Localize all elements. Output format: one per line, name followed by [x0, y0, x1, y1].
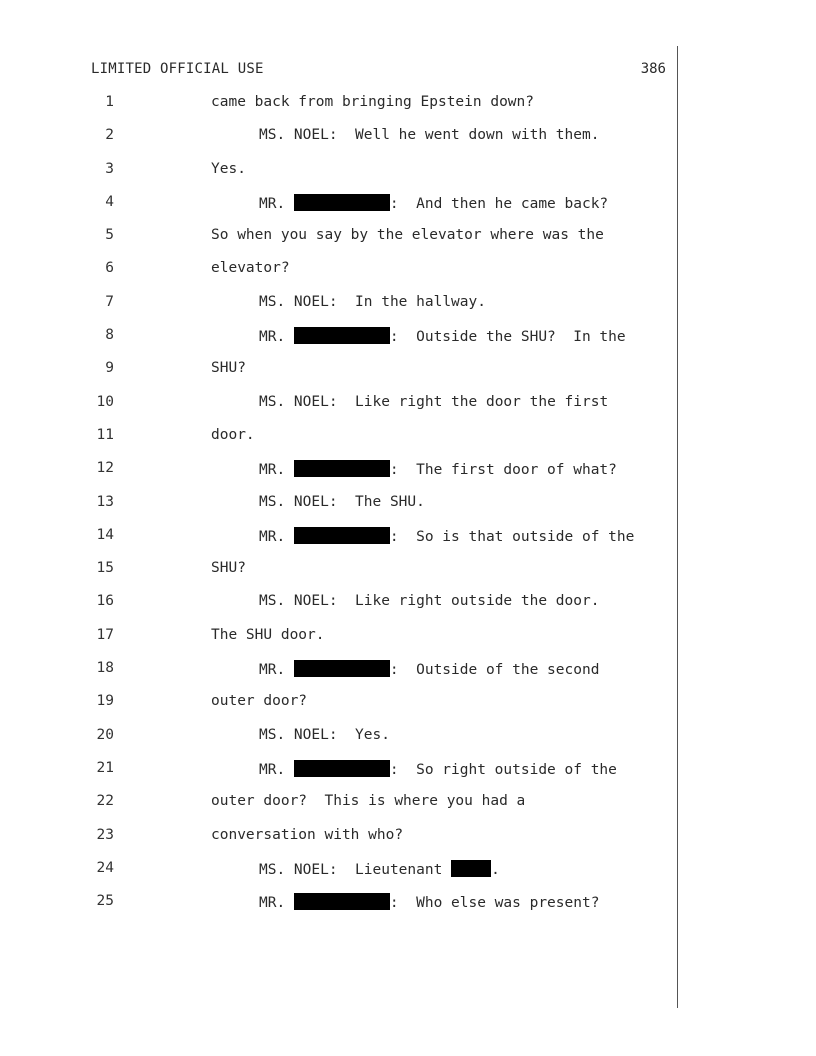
- right-margin-rule: [677, 46, 678, 1008]
- line-text-segment: MR.: [259, 662, 294, 679]
- line-number: 5: [105, 227, 114, 244]
- line-text: [259, 593, 599, 609]
- line-text-segment: MS. NOEL: Well he went down with them.: [259, 127, 600, 144]
- transcript-line: [0, 824, 676, 857]
- line-text-segment: : Outside the SHU? In the: [389, 329, 626, 346]
- line-text: [259, 194, 608, 212]
- line-number: 7: [105, 293, 114, 310]
- line-number: 10: [96, 393, 114, 410]
- line-number: 25: [96, 893, 114, 910]
- line-text: [211, 560, 246, 576]
- line-text-segment: MR.: [259, 195, 294, 212]
- line-text: [259, 893, 599, 911]
- line-number: 24: [96, 859, 114, 876]
- line-text: [259, 327, 626, 345]
- transcript-line: [0, 890, 676, 923]
- transcript-line: [0, 424, 676, 457]
- line-number: 18: [96, 660, 114, 677]
- transcript-line: [0, 491, 676, 524]
- redaction-box: [294, 760, 390, 777]
- line-text-segment: MR.: [259, 329, 294, 346]
- line-text-segment: conversation with who?: [211, 826, 404, 843]
- line-text-segment: : So is that outside of the: [389, 528, 635, 545]
- line-text: [259, 294, 486, 310]
- line-text: [259, 860, 500, 878]
- redaction-box: [294, 327, 390, 344]
- line-text: [259, 527, 634, 545]
- transcript-line: [0, 391, 676, 424]
- redaction-box: [451, 860, 491, 877]
- line-number: 6: [105, 260, 114, 277]
- line-text-segment: MS. NOEL: Yes.: [259, 726, 390, 743]
- line-text-segment: : Outside of the second: [389, 662, 600, 679]
- line-number: 19: [96, 693, 114, 710]
- transcript-line: [0, 457, 676, 490]
- line-text: [259, 760, 617, 778]
- line-number: 14: [96, 526, 114, 543]
- transcript-line: [0, 91, 676, 124]
- transcript-line: [0, 524, 676, 557]
- line-text-segment: : The first door of what?: [389, 462, 617, 479]
- redaction-box: [294, 527, 390, 544]
- line-number: 15: [96, 560, 114, 577]
- line-text-segment: : And then he came back?: [389, 195, 609, 212]
- transcript-line: [0, 690, 676, 723]
- transcript-line: [0, 624, 676, 657]
- line-text: [211, 94, 534, 110]
- line-text: [211, 161, 246, 177]
- line-text-segment: MS. NOEL: Lieutenant: [259, 861, 452, 878]
- line-text-segment: : Who else was present?: [389, 895, 600, 912]
- line-text-segment: MS. NOEL: In the hallway.: [259, 293, 486, 310]
- line-text-segment: : So right outside of the: [389, 761, 617, 778]
- redaction-box: [294, 660, 390, 677]
- line-text-segment: Yes.: [211, 160, 246, 177]
- line-text-segment: MR.: [259, 895, 294, 912]
- line-text-segment: MS. NOEL: The SHU.: [259, 493, 425, 510]
- line-number: 22: [96, 793, 114, 810]
- line-text-segment: MR.: [259, 761, 294, 778]
- line-number: 11: [96, 426, 114, 443]
- line-text: [211, 260, 290, 276]
- page-number: 386: [640, 61, 666, 77]
- line-text: [259, 394, 608, 410]
- line-number: 1: [105, 94, 114, 110]
- line-text: [211, 693, 307, 709]
- line-number: 3: [105, 160, 114, 177]
- line-text-segment: outer door? This is where you had a: [211, 793, 526, 810]
- line-text: [259, 127, 599, 143]
- transcript-lines: [0, 91, 676, 923]
- line-text: [211, 427, 255, 443]
- line-number: 17: [96, 626, 114, 643]
- line-text: [259, 460, 617, 478]
- line-text: [259, 727, 390, 743]
- line-number: 21: [96, 759, 114, 776]
- line-number: 9: [105, 360, 114, 377]
- line-number: 16: [96, 593, 114, 610]
- transcript-line: [0, 191, 676, 224]
- transcript-line: [0, 790, 676, 823]
- line-number: 8: [105, 327, 114, 344]
- line-text-segment: elevator?: [211, 260, 290, 277]
- transcript-line: [0, 757, 676, 790]
- line-text-segment: MR.: [259, 528, 294, 545]
- line-text: [211, 793, 525, 809]
- line-text-segment: SHU?: [211, 560, 246, 577]
- line-text: [259, 660, 599, 678]
- transcript-line: [0, 257, 676, 290]
- line-text: [259, 494, 425, 510]
- line-text-segment: .: [491, 861, 500, 878]
- line-number: 2: [105, 127, 114, 144]
- transcript-line: [0, 657, 676, 690]
- line-text: [211, 827, 403, 843]
- line-number: 12: [96, 460, 114, 477]
- line-text-segment: SHU?: [211, 360, 246, 377]
- line-text-segment: MS. NOEL: Like right the door the first: [259, 393, 609, 410]
- line-number: 23: [96, 826, 114, 843]
- line-text: [211, 627, 325, 643]
- line-text: [211, 227, 604, 243]
- line-number: 4: [105, 193, 114, 210]
- transcript-line: [0, 724, 676, 757]
- line-number: 13: [96, 493, 114, 510]
- transcript-line: [0, 124, 676, 157]
- transcript-line: [0, 857, 676, 890]
- transcript-line: [0, 357, 676, 390]
- transcript-line: [0, 324, 676, 357]
- line-text-segment: The SHU door.: [211, 626, 325, 643]
- line-text-segment: So when you say by the elevator where was the: [211, 227, 604, 244]
- line-text-segment: door.: [211, 426, 255, 443]
- line-text-segment: came back from bringing Epstein down?: [211, 94, 535, 110]
- redaction-box: [294, 194, 390, 211]
- line-number: 20: [96, 726, 114, 743]
- line-text-segment: outer door?: [211, 693, 308, 710]
- line-text-segment: MS. NOEL: Like right outside the door.: [259, 593, 600, 610]
- transcript-line: [0, 590, 676, 623]
- line-text: [211, 360, 246, 376]
- redaction-box: [294, 460, 390, 477]
- transcript-line: [0, 158, 676, 191]
- line-text-segment: MR.: [259, 462, 294, 479]
- redaction-box: [294, 893, 390, 910]
- transcript-line: [0, 557, 676, 590]
- classification-header: LIMITED OFFICIAL USE: [91, 61, 264, 77]
- transcript-line: [0, 224, 676, 257]
- transcript-line: [0, 291, 676, 324]
